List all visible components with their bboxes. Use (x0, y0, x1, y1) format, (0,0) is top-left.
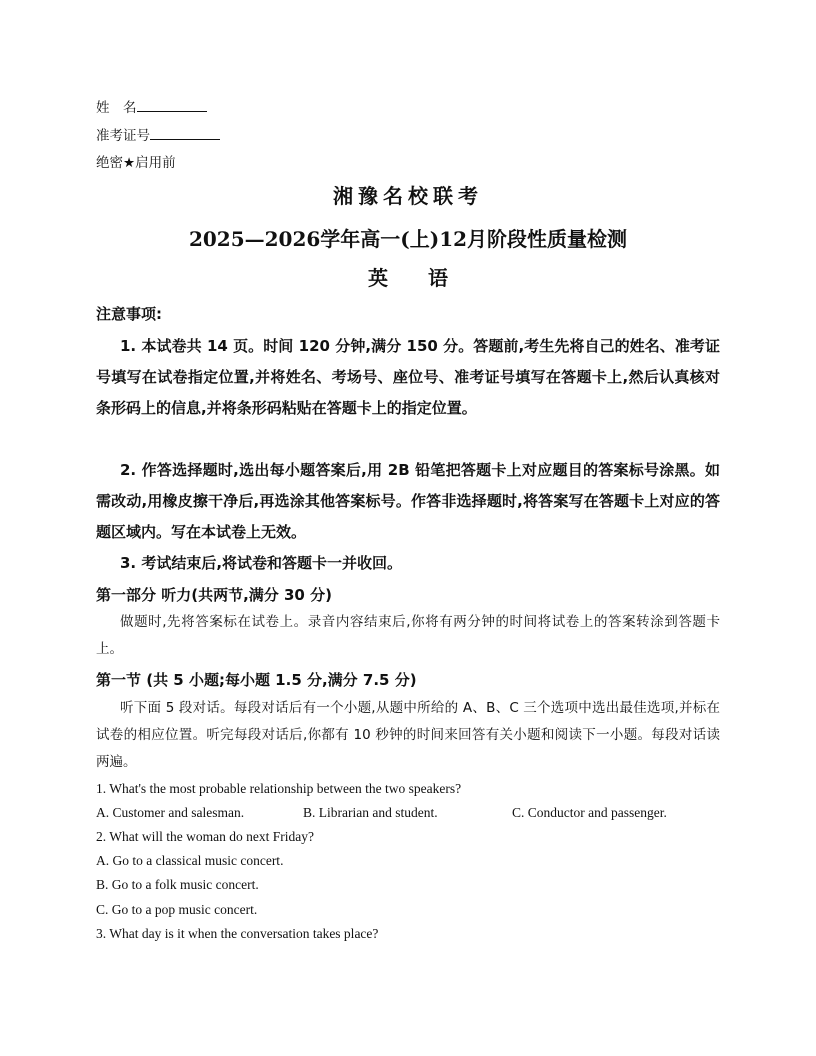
notice-heading: 注意事项: (96, 305, 162, 323)
exam-subtitle: 2025—2026学年高一(上)12月阶段性质量检测 (188, 227, 628, 251)
name-field-row (96, 96, 207, 116)
part1-heading: 第一部分 听力(共两节,满分 30 分) (96, 586, 332, 604)
exam-id-field-row (96, 124, 220, 144)
exam-id-label: 准考证号 (96, 128, 150, 144)
question-2-option-a[interactable]: A. Go to a classical music concert. (96, 853, 284, 868)
name-label: 姓 名 (96, 100, 137, 116)
section1-heading: 第一节 (共 5 小题;每小题 1.5 分,满分 7.5 分) (96, 671, 417, 689)
name-blank[interactable] (137, 98, 207, 112)
notice-item-1: 1. 本试卷共 14 页。时间 120 分钟,满分 150 分。答题前,考生先将自己的姓名、准考证号填写在试卷指定位置,并将姓名、考场号、座位号、准考证号填写在答题卡上,然后认真核对条形码上的信息,并将条形码粘贴在答题卡上的指定位置。 (96, 337, 720, 417)
question-2: 2. What will the woman do next Friday? (96, 829, 314, 844)
question-2-option-c[interactable]: C. Go to a pop music concert. (96, 902, 258, 917)
section1-instruction: 听下面 5 段对话。每段对话后有一个小题,从题中所给的 A、B、C 三个选项中选出最佳选项,并标在试卷的相应位置。听完每段对话后,你都有 10 秒钟的时间来回答有关小题和阅读下一小题。每段对话读两遍。 (96, 700, 720, 770)
notice-item-3: 3. 考试结束后,将试卷和答题卡一并收回。 (120, 554, 403, 572)
exam-title: 湘豫名校联考 (333, 184, 483, 208)
question-1: 1. What's the most probable relationship between the two speakers? (96, 781, 462, 796)
question-1-option-c[interactable]: C. Conductor and passenger. (512, 805, 667, 820)
question-2-option-b[interactable]: B. Go to a folk music concert. (96, 877, 259, 892)
question-1-option-a[interactable]: A. Customer and salesman. (96, 805, 245, 820)
notice-item-2: 2. 作答选择题时,选出每小题答案后,用 2B 铅笔把答题卡上对应题目的答案标号涂黑。如需改动,用橡皮擦干净后,再选涂其他答案标号。作答非选择题时,将答案写在答题卡上对应的答题区域内。写在本试卷上无效。 (96, 461, 720, 541)
exam-id-blank[interactable] (150, 126, 220, 140)
question-3: 3. What day is it when the conversation takes place? (96, 926, 379, 941)
question-1-option-b[interactable]: B. Librarian and student. (303, 805, 438, 820)
part1-instruction: 做题时,先将答案标在试卷上。录音内容结束后,你将有两分钟的时间将试卷上的答案转涂到答题卡上。 (96, 614, 720, 657)
secret-label: 绝密★启用前 (96, 155, 176, 171)
subject-title: 英 语 (368, 266, 448, 290)
